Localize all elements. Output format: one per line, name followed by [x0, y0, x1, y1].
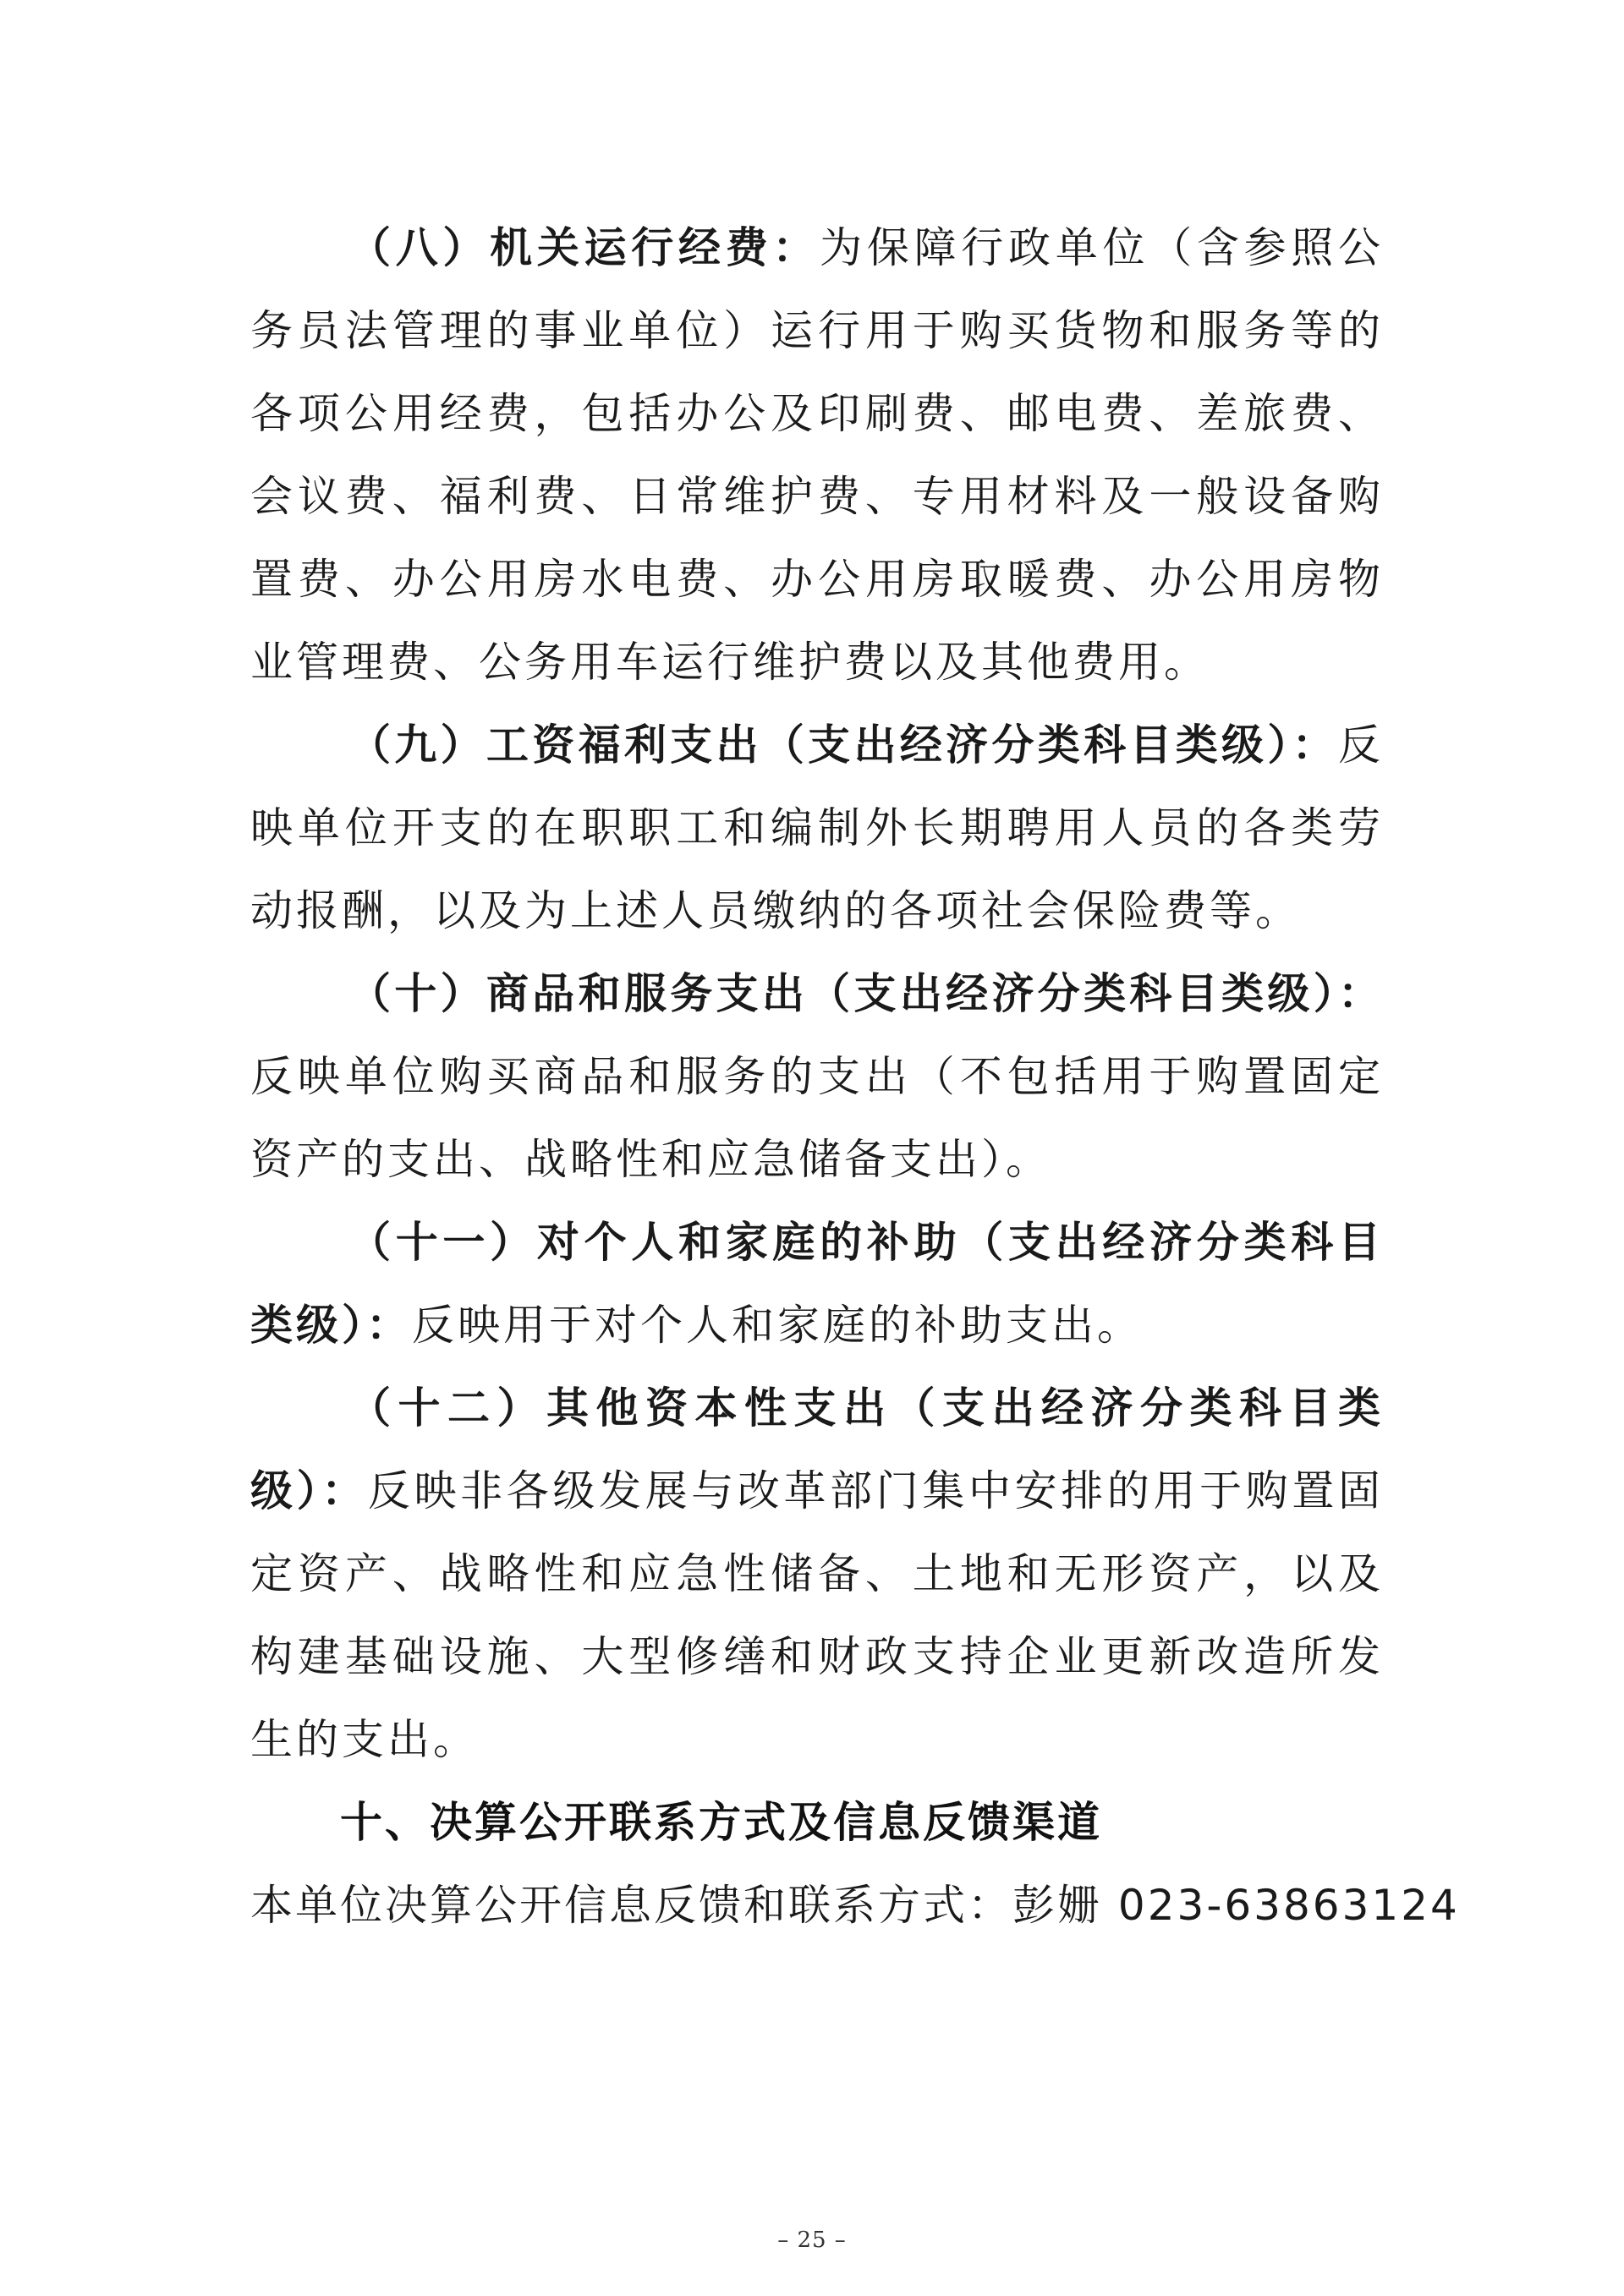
paragraph-text: 为保障行政单位（含参照公务员法管理的事业单位）运行用于购买货物和服务等的各项公用经费，包括办公及印刷费、邮电费、差旅费、会议费、福利费、日常维护费、专用材料及一般设备购置费、办公用房水电费、办公用房取暖费、办公用房物业管理费、公务用车运行维护费以及其他费用。 [250, 223, 1385, 687]
paragraph-heading: （九）工资福利支出（支出经济分类科目类级）： [348, 721, 1338, 770]
paragraph-wages-benefits [250, 704, 1384, 952]
paragraph-text: 反映用于对个人和家庭的补助支出。 [412, 1301, 1143, 1350]
document-body [250, 206, 1460, 1947]
paragraph-other-capital-expenditure [250, 1367, 1384, 1781]
paragraph-household-subsidies [250, 1201, 1384, 1367]
paragraph-heading: （十）商品和服务支出（支出经济分类科目类级）： [348, 969, 1384, 1018]
section-title-contact: 十、决算公开联系方式及信息反馈渠道 [340, 1798, 1102, 1847]
paragraph-goods-services [250, 952, 1384, 1201]
paragraph-text: 反映单位购买商品和服务的支出（不包括用于购置固定资产的支出、战略性和应急储备支出）。 [250, 1052, 1384, 1184]
paragraph-heading: （十一）对个人和家庭的补助（支出经济分类科目类级）： [250, 1218, 1384, 1350]
paragraph-text: 反映非各级发展与改革部门集中安排的用于购置固定资产、战略性和应急性储备、土地和无形资产，以及构建基础设施、大型修缮和财政支持企业更新改造所发生的支出。 [250, 1466, 1384, 1764]
paragraph-text: 反映单位开支的在职职工和编制外长期聘用人员的各类劳动报酬，以及为上述人员缴纳的各项社会保险费等。 [250, 721, 1384, 935]
paragraph-heading: （八）机关运行经费： [348, 223, 820, 272]
contact-line: 本单位决算公开信息反馈和联系方式：彭姗 023-63863124 [250, 1881, 1460, 1930]
paragraph-office-operating-expenses [250, 206, 1384, 704]
paragraph-heading: （十二）其他资本性支出（支出经济分类科目类级）： [250, 1384, 1384, 1515]
page-number: – 25 – [777, 2228, 847, 2253]
